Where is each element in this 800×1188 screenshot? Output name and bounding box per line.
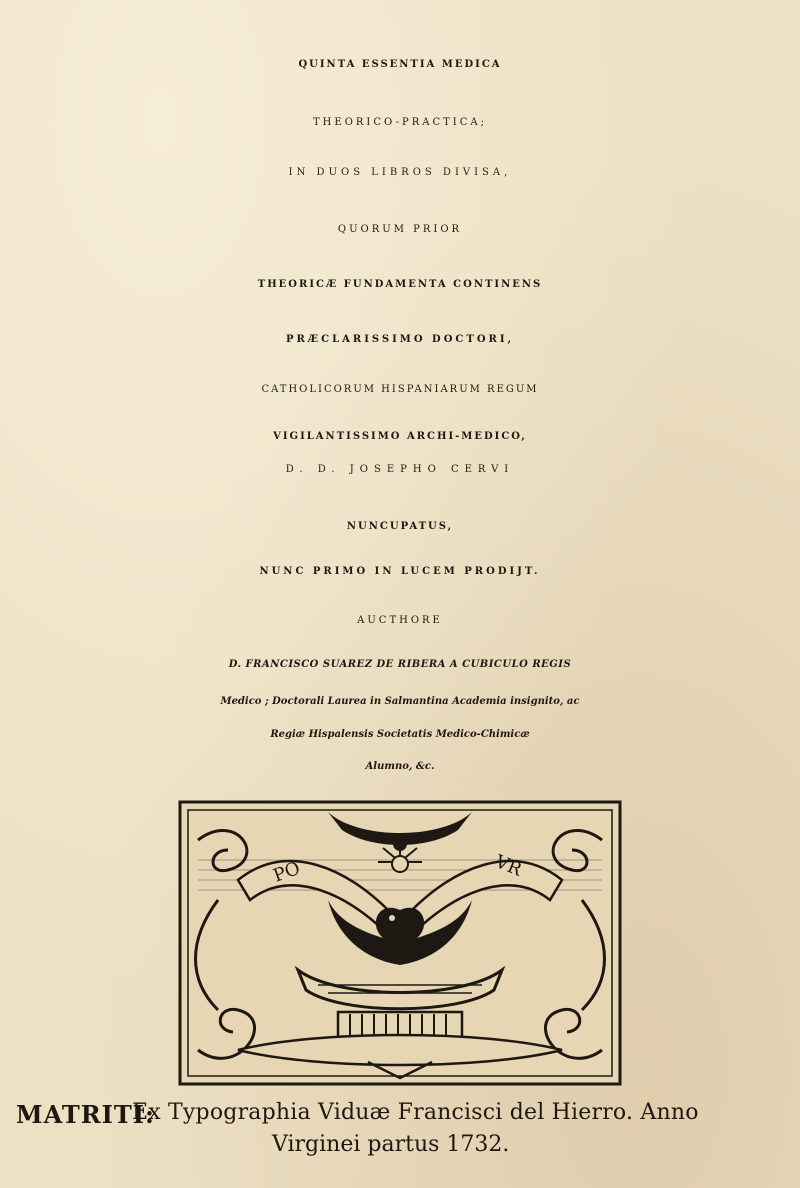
imprint-line-2: Virginei partus 1732. — [272, 1132, 510, 1157]
imprint-line-1: Ex Typographia Viduæ Francisci del Hierro. Anno — [132, 1100, 699, 1125]
imprint-city: MATRITI: — [16, 1100, 155, 1129]
title-line-9: D. D. JOSEPHO CERVI — [285, 464, 515, 475]
title-line-1: QUINTA ESSENTIA MEDICA — [298, 59, 502, 70]
title-line-6: PRÆCLARISSIMO DOCTORI, — [285, 334, 515, 345]
title-line-3: IN DUOS LIBROS DIVISA, — [288, 167, 512, 178]
title-line-7: CATHOLICORUM HISPANIARUM REGUM — [261, 384, 539, 395]
title-line-5: THEORICÆ FUNDAMENTA CONTINENS — [257, 279, 543, 290]
title-line-2: THEORICO-PRACTICA; — [313, 117, 487, 128]
author-line-3: Regiæ Hispalensis Societatis Medico-Chimicæ — [270, 729, 530, 740]
printer-device-ornament — [178, 800, 622, 1086]
imprint — [0, 1098, 800, 1168]
author-line-1: D. FRANCISCO SUAREZ DE RIBERA A CUBICULO REGIS — [228, 659, 572, 670]
title-line-4: QUORUM PRIOR — [337, 224, 463, 235]
banner-right-text: VR — [492, 851, 525, 881]
author-line-4: Alumno, &c. — [365, 761, 435, 772]
banner-left-text: PO — [270, 857, 303, 887]
author-line-2: Medico ; Doctorali Laurea in Salmantina Academia insignito, ac — [220, 696, 580, 707]
title-line-8: VIGILANTISSIMO ARCHI-MEDICO, — [273, 431, 527, 442]
title-line-10: NUNCUPATUS, — [346, 521, 454, 532]
title-line-11: NUNC PRIMO IN LUCEM PRODIJT. — [259, 566, 541, 577]
author-heading: AUCTHORE — [357, 615, 443, 626]
